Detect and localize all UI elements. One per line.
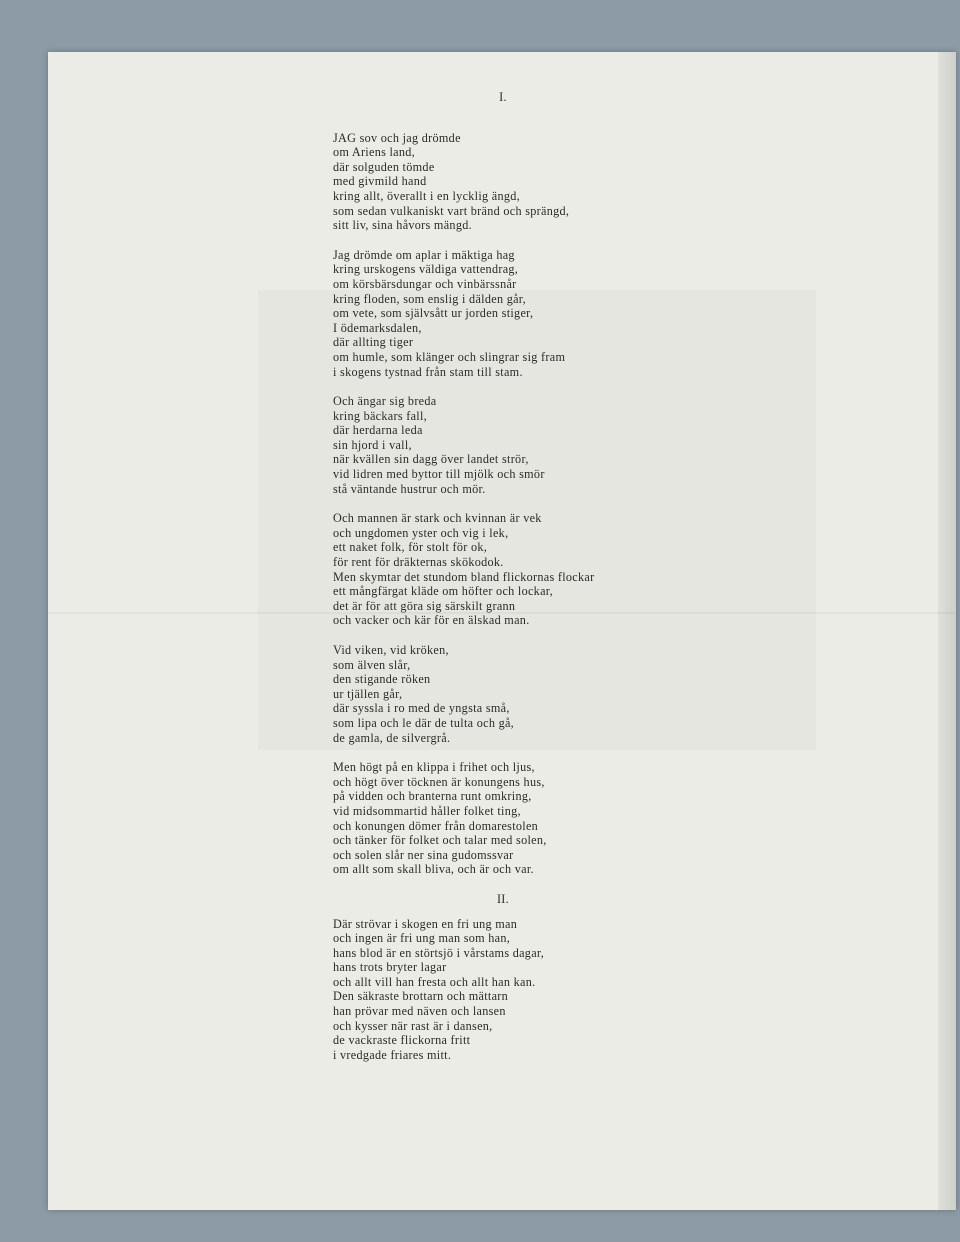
poem-line: där syssla i ro med de yngsta små, bbox=[333, 701, 510, 716]
poem-line: om vete, som självsått ur jorden stiger, bbox=[333, 306, 534, 321]
poem-line: Jag drömde om aplar i mäktiga hag bbox=[333, 247, 515, 262]
stanza bbox=[333, 131, 753, 233]
poem-line: där allting tiger bbox=[333, 335, 414, 350]
poem-text bbox=[333, 90, 753, 1077]
poem-line: Men skymtar det stundom bland flickornas flockar bbox=[333, 569, 595, 584]
poem-line: hans trots bryter lagar bbox=[333, 960, 447, 975]
poem-line: sin hjord i vall, bbox=[333, 437, 412, 452]
poem-line: kring allt, överallt i en lycklig ängd, bbox=[333, 188, 521, 203]
poem-line: JAG sov och jag drömde bbox=[333, 130, 461, 145]
poem-line: sitt liv, sina håvors mängd. bbox=[333, 218, 472, 233]
poem-line: den stigande röken bbox=[333, 672, 431, 687]
poem-line: som lipa och le där de tulta och gå, bbox=[333, 715, 515, 730]
poem-line: ett naket folk, för stolt för ok, bbox=[333, 540, 488, 555]
stanza bbox=[333, 917, 753, 1063]
poem-line: hans blod är en störtsjö i vårstams dagar, bbox=[333, 945, 545, 960]
poem-line: Och ängar sig breda bbox=[333, 394, 437, 409]
poem-line: han prövar med näven och lansen bbox=[333, 1004, 506, 1019]
stanza bbox=[333, 760, 753, 877]
poem-line: Vid viken, vid kröken, bbox=[333, 643, 449, 657]
section-heading: II. bbox=[496, 891, 510, 906]
poem-line: där solguden tömde bbox=[333, 159, 435, 174]
stanza bbox=[333, 394, 753, 496]
poem-line: om Ariens land, bbox=[333, 145, 416, 160]
poem-line: och kysser när rast är i dansen, bbox=[333, 1018, 493, 1033]
poem-line: för rent för dräkternas skökodok. bbox=[333, 555, 504, 570]
stanza bbox=[333, 511, 753, 628]
poem-line: stå väntande hustrur och mör. bbox=[333, 481, 486, 496]
poem-line: Den säkraste brottarn och mättarn bbox=[333, 989, 509, 1004]
poem-line: de vackraste flickorna fritt bbox=[333, 1033, 471, 1048]
poem-line: I ödemarksdalen, bbox=[333, 320, 422, 335]
poem-line: i skogens tystnad från stam till stam. bbox=[333, 364, 523, 379]
poem-line: och konungen dömer från domarestolen bbox=[333, 818, 539, 833]
poem-line: med givmild hand bbox=[333, 174, 427, 189]
poem-line: på vidden och branterna runt omkring, bbox=[333, 789, 532, 804]
poem-line: Där strövar i skogen en fri ung man bbox=[333, 916, 518, 931]
poem-line: om humle, som klänger och slingrar sig fram bbox=[333, 349, 566, 364]
poem-line: och allt vill han fresta och allt han kan. bbox=[333, 974, 536, 989]
poem-line: och ingen är fri ung man som han, bbox=[333, 931, 511, 946]
poem-line: när kvällen sin dagg över landet strör, bbox=[333, 452, 529, 467]
stanza bbox=[333, 248, 753, 379]
poem-line: där herdarna leda bbox=[333, 423, 423, 438]
stanza bbox=[333, 643, 753, 745]
poem-line: och tänker för folket och talar med solen, bbox=[333, 833, 547, 848]
poem-line: som sedan vulkaniskt vart bränd och sprängd, bbox=[333, 203, 570, 218]
poem-line: Och mannen är stark och kvinnan är vek bbox=[333, 511, 542, 526]
poem-line: och solen slår ner sina gudomssvar bbox=[333, 847, 514, 862]
poem-line: ett mångfärgat kläde om höfter och lockar, bbox=[333, 584, 554, 599]
poem-line: ur tjällen går, bbox=[333, 686, 403, 701]
poem-line: de gamla, de silvergrå. bbox=[333, 730, 451, 745]
poem-line: Men högt på en klippa i frihet och ljus, bbox=[333, 760, 535, 775]
poem-line: och högt över töcknen är konungens hus, bbox=[333, 774, 545, 789]
section-heading: I. bbox=[499, 90, 507, 104]
poem-line: kring bäckars fall, bbox=[333, 408, 428, 423]
poem-line: som älven slår, bbox=[333, 657, 411, 672]
poem-line: kring urskogens väldiga vattendrag, bbox=[333, 262, 519, 277]
paper-edge bbox=[938, 52, 956, 1210]
poem-line: kring floden, som enslig i dälden går, bbox=[333, 291, 527, 306]
poem-line: vid lidren med byttor till mjölk och smör bbox=[333, 467, 545, 482]
poem-line: och ungdomen yster och vig i lek, bbox=[333, 525, 509, 540]
poem-line: om allt som skall bliva, och är och var. bbox=[333, 862, 534, 877]
poem-line: vid midsommartid håller folket ting, bbox=[333, 803, 521, 818]
poem-line: om körsbärsdungar och vinbärssnår bbox=[333, 276, 517, 291]
poem-line: och vacker och kär för en älskad man. bbox=[333, 613, 530, 628]
poem-line: i vredgade friares mitt. bbox=[333, 1047, 452, 1062]
poem-line: det är för att göra sig särskilt grann bbox=[333, 598, 516, 613]
